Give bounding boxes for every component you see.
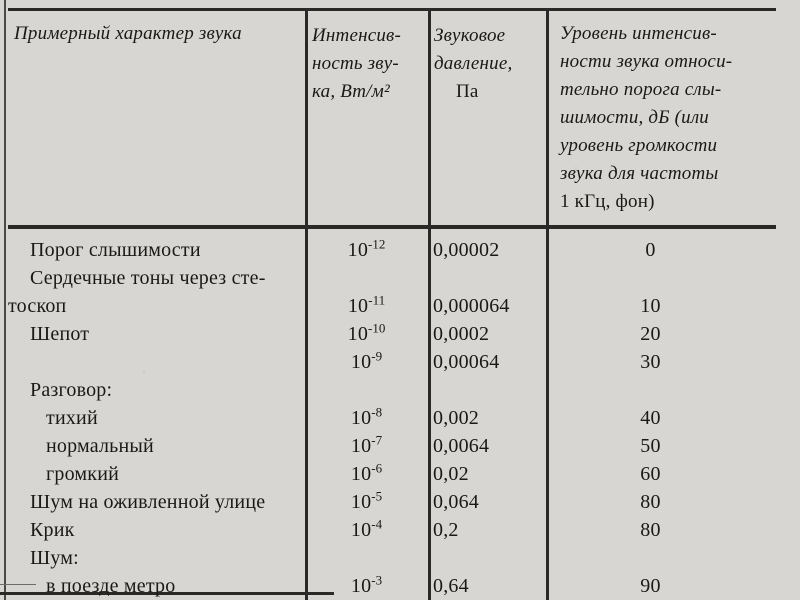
sound-type-cell: Шум на оживленной улице: [30, 490, 266, 513]
intensity-cell: $10^{-8}$: [350, 403, 383, 429]
table-row: [8, 320, 778, 348]
header-col4-line: уровень громкости: [560, 135, 718, 156]
level-cell: 90: [640, 574, 661, 597]
sound-type-cell: Сердечные тоны через сте-: [30, 266, 266, 289]
level-cell: 40: [640, 406, 661, 429]
table-top-border: [8, 8, 776, 11]
level-cell: 30: [640, 350, 661, 373]
intensity-cell: $10^{-4}$: [350, 515, 383, 541]
level-cell: 80: [640, 518, 661, 541]
pressure-cell: 0,2: [433, 518, 459, 541]
header-separator-rule: [8, 225, 776, 229]
sound-type-cell: Порог слышимости: [30, 238, 201, 261]
pressure-cell: 0,02: [433, 462, 469, 485]
intensity-cell: $10^{-6}$: [350, 459, 383, 485]
header-col4-line: шимости, дБ (или: [560, 107, 710, 128]
table-row: [8, 348, 778, 376]
header-col2-line: ка, Вт/м²: [312, 81, 390, 102]
intensity-cell: $10^{-9}$: [350, 347, 383, 373]
table-row: [8, 516, 778, 544]
level-cell: 80: [640, 490, 661, 513]
header-level: [560, 20, 732, 216]
page-left-edge-line: [4, 0, 6, 600]
header-col4-line: звука для частоты: [560, 163, 719, 184]
intensity-cell: $10^{-11}$: [347, 291, 386, 317]
header-col1-label: Примерный характер звука: [14, 23, 242, 44]
header-col4-line: ности звука относи-: [560, 51, 733, 72]
pressure-cell: 0,64: [433, 574, 469, 597]
sound-type-cell: тоскоп: [8, 294, 67, 317]
table-row: [8, 432, 778, 460]
table-row: [8, 236, 778, 264]
sound-type-cell: тихий: [46, 406, 98, 429]
intensity-cell: $10^{-3}$: [350, 571, 383, 597]
sound-type-cell: нормальный: [46, 434, 154, 457]
header-col2-line: Интенсив-: [312, 25, 402, 46]
header-col3-line: Звуковое: [434, 25, 506, 46]
header-sound-character: [14, 20, 242, 48]
header-col3-line: давление,: [434, 53, 513, 74]
pressure-cell: 0,00002: [433, 238, 500, 261]
pressure-cell: 0,000064: [433, 294, 510, 317]
header-col4-line: 1 кГц, фон): [560, 191, 655, 212]
header-pressure: [434, 22, 512, 106]
table-row: [8, 376, 778, 404]
level-cell: 20: [640, 322, 661, 345]
pressure-cell: 0,0064: [433, 434, 490, 457]
level-cell: 10: [640, 294, 661, 317]
header-col4-line: тельно порога слы-: [560, 79, 722, 100]
sound-type-cell: громкий: [46, 462, 120, 485]
table-row: [8, 544, 778, 572]
intensity-cell: $10^{-5}$: [350, 487, 383, 513]
pressure-cell: 0,064: [433, 490, 479, 513]
header-col2-line: ность зву-: [312, 53, 399, 74]
sound-type-cell: в поезде метро: [46, 574, 176, 597]
table-row: [8, 404, 778, 432]
sound-type-cell: Крик: [30, 518, 75, 541]
header-col3-unit: Па: [456, 81, 479, 102]
intensity-cell: $10^{-12}$: [347, 235, 386, 261]
pressure-cell: 0,002: [433, 406, 479, 429]
table-row: [8, 460, 778, 488]
table-row: [8, 488, 778, 516]
sound-type-cell: Разговор:: [30, 378, 113, 401]
level-cell: 0: [645, 238, 656, 261]
table-body: [8, 236, 778, 600]
table-row: [8, 264, 778, 292]
intensity-cell: $10^{-10}$: [347, 319, 386, 345]
pressure-cell: 0,0002: [433, 322, 490, 345]
sound-type-cell: Шепот: [30, 322, 90, 345]
table-row: [8, 572, 778, 600]
intensity-cell: $10^{-7}$: [350, 431, 383, 457]
header-col4-line: Уровень интенсив-: [560, 23, 717, 44]
header-intensity: [312, 22, 401, 106]
level-cell: 60: [640, 462, 661, 485]
sound-type-cell: Шум:: [30, 546, 79, 569]
level-cell: 50: [640, 434, 661, 457]
pressure-cell: 0,00064: [433, 350, 500, 373]
table-row: [8, 292, 778, 320]
